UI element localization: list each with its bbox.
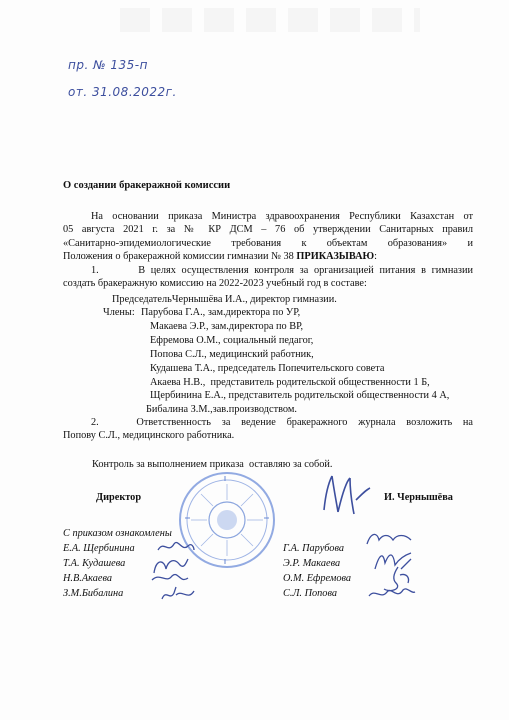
intro-line-1: На основании приказа Министра здравоохранения Республики Казахстан от — [91, 211, 473, 222]
acquainted-label: С приказом ознакомлены — [63, 528, 172, 539]
item-2-line-2: Попову С.Л., медицинского работника. — [63, 430, 235, 442]
director-name: И. Чернышёва — [384, 492, 453, 503]
signer-left-1: Е.А. Щербинина — [63, 543, 135, 554]
signature-left-1 — [156, 538, 196, 556]
signature-left-4 — [158, 585, 198, 605]
signer-right-3: О.М. Ефремова — [283, 573, 352, 584]
item-1-line-1: 1. В целях осуществления контроля за организацией питания в гимназии — [91, 265, 473, 276]
item-1-line-2: создать бракеражную комиссию на 2022-2023 учебный год в составе: — [63, 278, 367, 290]
order-date: от. 31.08.2022г. — [68, 85, 177, 99]
signer-left-2: Т.А. Кудашева — [63, 558, 126, 569]
member-8: Бибалина З.М.,зав.производством. — [146, 404, 297, 415]
order-number: пр. № 135-п — [68, 58, 148, 72]
intro-line-4-text: Положения о бракеражной комиссии гимназии № 38 — [63, 250, 297, 262]
signer-right-4: С.Л. Попова — [283, 588, 337, 599]
members-label: Члены: — [103, 307, 135, 318]
signer-right-1: Г.А. Парубова — [283, 543, 345, 554]
member-7: Щербинина Е.А., представитель родительской общественности 4 А, — [150, 390, 450, 401]
item-1 — [63, 264, 473, 291]
item-2-line-1: 2. Ответственность за ведение бракеражного журнала возложить на — [91, 417, 473, 428]
member-1: Парубова Г.А., зам.директора по УР, — [141, 307, 301, 318]
member-4: Попова С.Л., медицинский работник, — [150, 349, 314, 360]
intro-line-2: 05 августа 2021 г. за № КР ДСМ – 76 об утверждении Санитарных правил — [63, 224, 473, 236]
intro-paragraph — [63, 210, 473, 263]
order-word: ПРИКАЗЫВАЮ — [296, 250, 375, 262]
signer-left-4: З.М.Бибалина — [63, 588, 124, 599]
signature-right-4 — [367, 584, 417, 606]
signer-left-3: Н.В.Акаева — [63, 573, 112, 584]
document-title: О создании бракеражной комиссии — [63, 180, 231, 191]
intro-line-4 — [63, 250, 473, 263]
director-signature — [316, 470, 376, 520]
member-2: Макаева Э.Р., зам.директора по ВР, — [150, 321, 304, 332]
chair-line: ПредседательЧернышёва И.А., директор гимназии. — [112, 294, 337, 305]
member-5: Кудашева Т.А., председатель Попечительского совета — [150, 363, 385, 374]
control-line: Контроль за выполнением приказа оставляю за собой. — [92, 459, 333, 470]
bleed-through — [120, 8, 420, 32]
item-2 — [63, 416, 473, 443]
member-6: Акаева Н.В., представитель родительской общественности 1 Б, — [150, 377, 430, 388]
member-3: Ефремова О.М., социальный педагог, — [150, 335, 314, 346]
intro-line-4-colon: : — [374, 250, 378, 262]
director-label: Директор — [96, 492, 142, 503]
intro-line-3: «Санитарно-эпидемиологические требования к объектам образования» и — [63, 237, 473, 249]
signer-right-2: Э.Р. Макаева — [283, 558, 341, 569]
